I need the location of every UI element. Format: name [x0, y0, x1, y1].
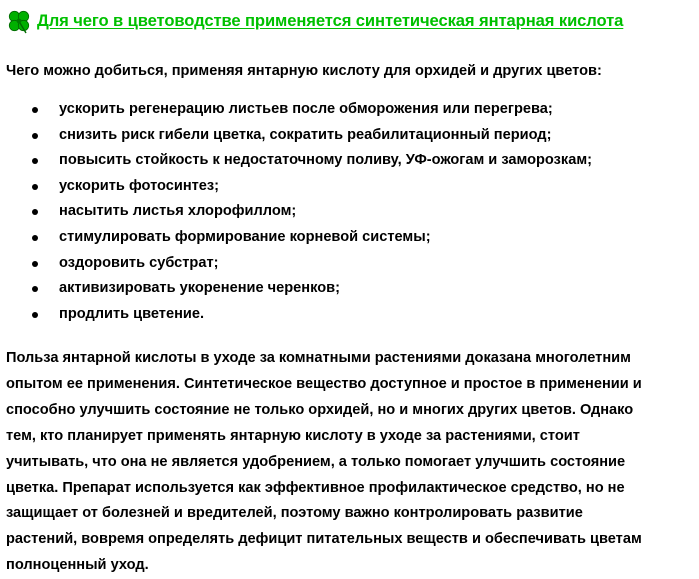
benefits-list — [0, 97, 592, 327]
article-header — [6, 8, 623, 34]
list-item-text: ускорить фотосинтез; — [59, 177, 220, 194]
list-item-text: активизировать укоренение черенков; — [59, 280, 340, 297]
four-leaf-clover-icon — [6, 8, 32, 34]
paragraph-line: опытом ее применения. Синтетическое вещество доступное и простое в применении и — [6, 375, 642, 392]
list-item-text: стимулировать формирование корневой системы; — [59, 228, 431, 245]
list-item-text: насытить листья хлорофиллом; — [59, 203, 297, 220]
list-item-text: ускорить регенерацию листьев после обморожения или перегрева; — [59, 101, 553, 117]
list-item — [0, 123, 592, 149]
body-paragraph — [6, 346, 690, 579]
bullet-icon — [32, 235, 38, 241]
paragraph-line: Польза янтарной кислоты в уходе за комнатными растениями доказана многолетним — [6, 350, 631, 366]
list-item — [0, 225, 592, 251]
paragraph-line: полноценный уход. — [6, 557, 149, 574]
list-item — [0, 148, 592, 174]
list-item — [0, 199, 592, 225]
paragraph-line: учитывать, что она не является удобрением, а только помогает улучшить состояние — [6, 453, 626, 470]
bullet-icon — [32, 107, 38, 113]
list-item-text: продлить цветение. — [59, 305, 205, 322]
bullet-icon — [32, 209, 38, 215]
list-item-text: оздоровить субстрат; — [59, 254, 219, 271]
paragraph-line: способно улучшить состояние не только орхидей, но и многих других цветов. Однако — [6, 401, 634, 418]
paragraph-line: растений, вовремя определять дефицит питательных веществ и обеспечивать цветам — [6, 531, 642, 548]
list-item — [0, 276, 592, 302]
paragraph-line: цветка. Препарат используется как эффективное профилактическое средство, но не — [6, 479, 625, 496]
list-item — [0, 97, 592, 123]
bullet-icon — [32, 312, 38, 318]
list-item — [0, 302, 592, 328]
bullet-icon — [32, 261, 38, 267]
list-item — [0, 174, 592, 200]
paragraph-line: тем, кто планирует применять янтарную кислоту в уходе за растениями, стоит — [6, 427, 580, 444]
bullet-icon — [32, 286, 38, 292]
intro-text: Чего можно добиться, применяя янтарную кислоту для орхидей и других цветов: — [6, 63, 602, 79]
list-item — [0, 251, 592, 277]
paragraph-line: защищает от болезней и вредителей, поэтому важно контролировать развитие — [6, 505, 583, 522]
bullet-icon — [32, 184, 38, 190]
list-item-text: снизить риск гибели цветка, сократить реабилитационный период; — [59, 126, 552, 143]
article-title-link[interactable]: Для чего в цветоводстве применяется синтетическая янтарная кислота — [37, 11, 624, 30]
bullet-icon — [32, 158, 38, 164]
bullet-icon — [32, 133, 38, 139]
list-item-text: повысить стойкость к недостаточному поливу, УФ-ожогам и заморозкам; — [59, 152, 592, 169]
